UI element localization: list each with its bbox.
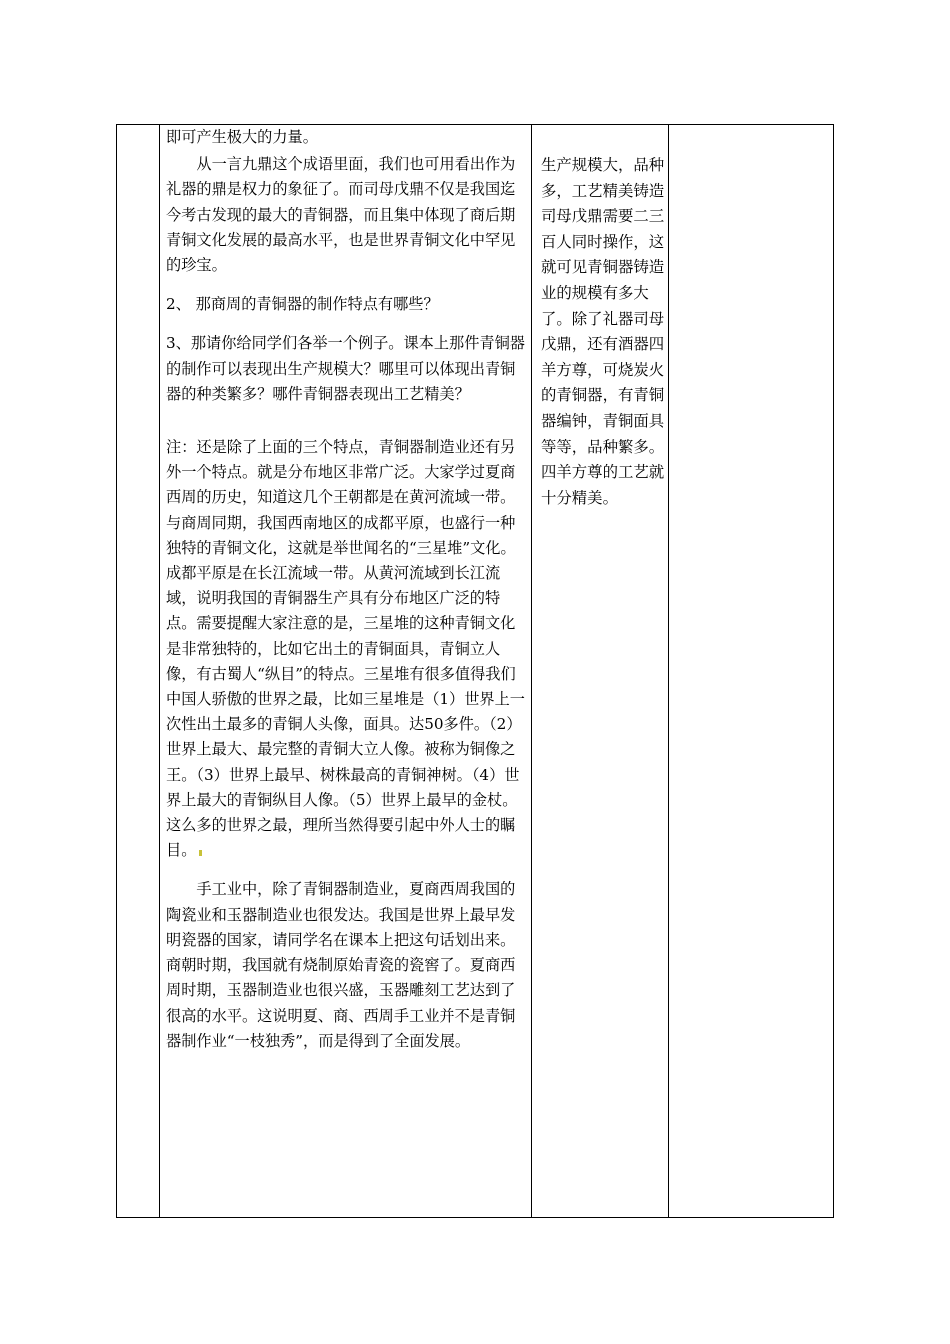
question-2: 2、 那商周的青铜器的制作特点有哪些？ [166, 295, 439, 314]
teaching-content-cell [160, 125, 532, 1054]
student-activity-cell [532, 125, 669, 511]
activity-text: 生产规模大，品种多，工艺精美铸造司母戊鼎需要二三百人同时操作，这就可见青铜器铸造业的规模有多大了。除了礼器司母戊鼎，还有酒器四羊方尊，可烧炭火的青铜器，有青铜器编钟，青铜面具等等，品种繁多。四羊方尊的工艺就十分精美。 [541, 156, 665, 507]
paragraph: 手工业中，除了青铜器制造业，夏商西周我国的陶瓷业和玉器制造业也很发达。我国是世界上最早发明瓷器的国家，请同学名在课本上把这句话划出来。商朝时期，我国就有烧制原始青瓷的瓷窖了。夏商西周时期，玉器制造业也很兴盛，玉器雕刻工艺达到了很高的水平。这说明夏、商、西周手工业并不是青铜器制作业“一枝独秀”，而是得到了全面发展。 [166, 880, 516, 1050]
paragraph: 即可产生极大的力量。 [166, 128, 318, 146]
question-3: 3、那请你给同学们各举一个例子。课本上那件青铜器的制作可以表现出生产规模大？哪里可以体现出青铜器的种类繁多？哪件青铜器表现出工艺精美？ [166, 334, 525, 403]
highlight-mark [199, 850, 202, 856]
lesson-table [116, 124, 834, 1218]
paragraph: 从一言九鼎这个成语里面，我们也可用看出作为礼器的鼎是权力的象征了。而司母戊鼎不仅是我国迄今考古发现的最大的青铜器，而且集中体现了商后期青铜文化发展的最高水平，也是世界青铜文化中罕见的珍宝。 [166, 155, 516, 275]
note-paragraph: 注：还是除了上面的三个特点，青铜器制造业还有另外一个特点。就是分布地区非常广泛。大家学过夏商西周的历史，知道这几个王朝都是在黄河流域一带。与商周同期，我国西南地区的成都平原，也盛行一种独特的青铜文化，这就是举世闻名的“三星堆”文化。成都平原是在长江流域一带。从黄河流域到长江流域，说明我国的青铜器生产具有分布地区广泛的特点。需要提醒大家注意的是，三星堆的这种青铜文化是非常独特的，比如它出土的青铜面具，青铜立人像，有古蜀人“纵目”的特点。三星堆有很多值得我们中国人骄傲的世界之最，比如三星堆是（1）世界上一次性出土最多的青铜人头像，面具。达50多件。（2）世界上最大、最完整的青铜大立人像。被称为铜像之王。（3）世界上最早、树株最高的青铜神树。（4）世界上最大的青铜纵目人像。（5）世界上最早的金杖。这么多的世界之最，理所当然得要引起中外人士的瞩目。 [166, 438, 525, 860]
